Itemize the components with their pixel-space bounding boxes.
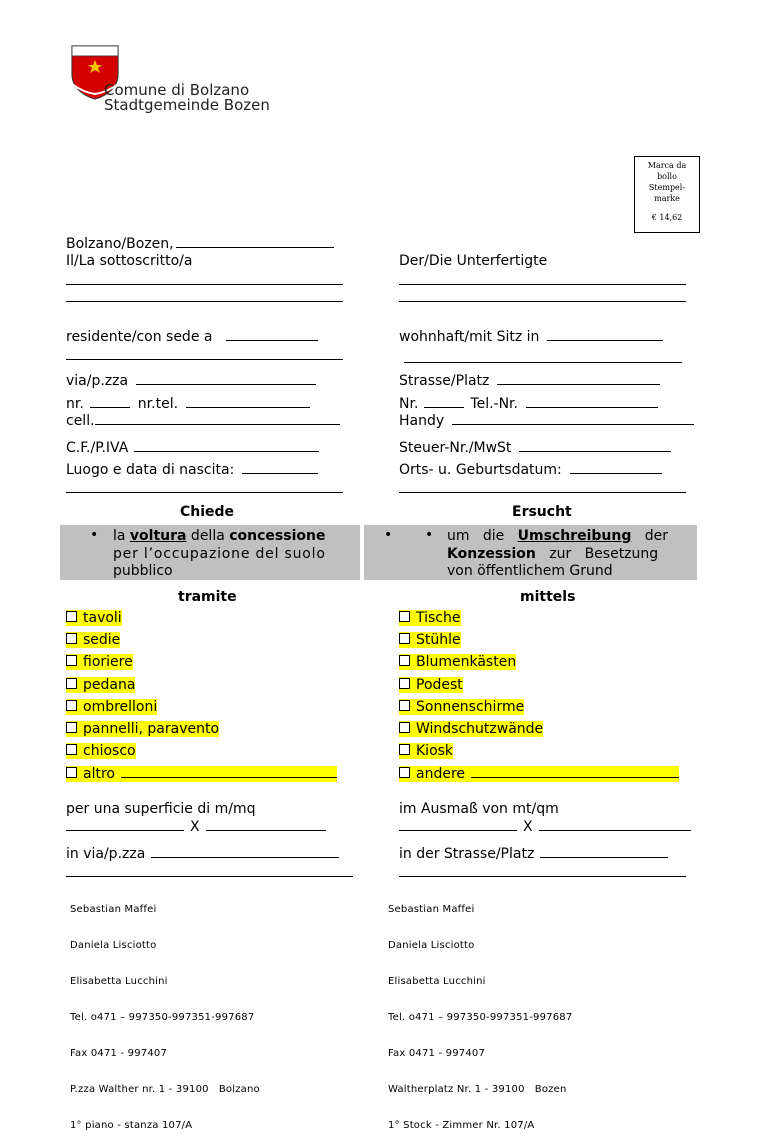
street-field-it[interactable] [66,371,316,391]
cf-label-de: Steuer-Nr./MwSt [399,440,512,456]
request-text-de: um die Umschreibung der [447,528,668,544]
checkbox-icon[interactable] [66,678,77,689]
in-street-blank-de[interactable] [540,844,668,858]
other-blank[interactable] [471,764,679,778]
checkbox-icon[interactable] [66,767,77,778]
tel-label-de: Tel.-Nr. [470,396,518,412]
undersigned-label-de: Der/Die Unterfertigte [399,253,548,269]
birth-field-it[interactable] [66,460,318,480]
handy-label-de: Handy [399,413,445,429]
place-date-field[interactable] [66,234,334,254]
option-label: Blumenkästen [416,654,517,671]
nr-blank-de[interactable] [424,394,464,408]
footer-line: Elisabetta Lucchini [70,976,168,987]
checkbox-icon[interactable] [66,722,77,733]
option-label: Tische [416,610,461,626]
concession-keyword-de: Konzession [447,546,536,562]
item-option-it[interactable] [66,653,133,672]
street-label-de: Strasse/Platz [399,373,490,389]
option-label: altro [83,766,115,783]
footer-line: Sebastian Maffei [388,904,475,915]
checkbox-icon[interactable] [66,655,77,666]
item-option-de[interactable] [399,720,543,739]
bullet-icon: • [90,527,99,543]
highlighted-option [66,677,135,693]
in-street-label-de: in der Strasse/Platz [399,846,535,862]
footer-phone: Tel. o471 – 997350-997351-997687 [388,1012,573,1023]
item-option-de[interactable] [399,698,524,717]
option-label: Stühle [416,632,461,649]
option-label: chiosco [83,743,136,760]
item-option-it[interactable] [66,698,157,717]
resident-field-it[interactable] [66,327,318,347]
option-label: Windschutzwände [416,721,544,737]
in-street-line-de[interactable] [399,876,686,877]
resident-line-it[interactable] [66,359,343,360]
stamp-line: Stempel- [648,183,686,192]
requests-heading-de: Ersucht [512,504,572,520]
option-label: Podest [416,676,463,693]
item-option-de[interactable] [399,742,453,761]
birth-label-it: Luogo e data di nascita: [66,462,235,478]
resident-label-it: residente/con sede a [66,329,213,345]
highlighted-option [66,610,122,626]
footer-address: P.zza Walther nr. 1 - 39100 Bolzano [70,1084,260,1095]
highlighted-option [399,654,516,670]
logo-line-german: Stadtgemeinde Bozen [104,96,270,114]
in-street-blank-it[interactable] [151,844,339,858]
handy-blank-de[interactable] [452,411,694,425]
request-text-it-2: per l’occupazione del suolo [113,546,326,562]
checkbox-icon[interactable] [399,767,410,778]
item-option-it[interactable] [66,676,135,695]
name-line-de[interactable] [399,284,686,285]
name-line-it[interactable] [66,301,343,302]
birth-line-de[interactable] [399,492,686,493]
highlighted-option [399,699,524,715]
municipality-logo-text [104,83,270,113]
cell-field-de[interactable] [399,411,694,431]
stamp-line: bollo [657,172,677,181]
highlighted-option [399,766,679,782]
highlighted-option [399,721,543,737]
footer-room: 1° piano - stanza 107/A [70,1120,193,1131]
concession-keyword-it: concessione [229,528,326,544]
street-blank-de[interactable] [497,371,660,385]
date-blank[interactable] [176,234,334,248]
checkbox-icon[interactable] [399,722,410,733]
nr-blank-it[interactable] [90,394,130,408]
item-option-de[interactable] [399,653,516,672]
item-option-it[interactable] [66,764,337,784]
item-option-it[interactable] [66,742,136,761]
surface-blank-it[interactable] [206,817,326,831]
place-date-label: Bolzano/Bozen, [66,236,174,252]
option-label: Sonnenschirme [416,698,525,715]
request-text-de-2: Konzession zur Besetzung [447,546,659,562]
stamp-line: Marca da [647,161,687,170]
resident-blank-it[interactable] [226,327,318,341]
other-blank[interactable] [121,764,337,778]
checkbox-icon[interactable] [399,633,410,644]
name-line-de[interactable] [399,301,686,302]
footer-room: 1° Stock - Zimmer Nr. 107/A [388,1120,535,1131]
request-text-it: la voltura della concessione [113,528,326,544]
request-text-it-3: pubblico [113,563,173,579]
cf-field-it[interactable] [66,438,319,458]
checkbox-icon[interactable] [66,611,77,622]
checkbox-icon[interactable] [66,700,77,711]
birth-blank-it[interactable] [242,460,318,474]
option-label: pannelli, paravento [83,721,220,737]
transfer-keyword-it: voltura [129,528,187,544]
option-label: fioriere [83,654,133,671]
tel-label-it: nr.tel. [137,396,179,412]
requests-heading-it: Chiede [180,504,235,520]
birth-label-de: Orts- u. Geburtsdatum: [399,462,562,478]
request-text-de-3: von öffentlichem Grund [447,563,613,579]
times-sign-it: X [190,819,200,835]
in-street-field-it[interactable] [66,844,339,864]
highlighted-option [66,699,157,715]
by-means-heading-it: tramite [178,589,237,605]
cell-blank-it[interactable] [95,411,340,425]
footer-line: Daniela Lisciotto [388,940,475,951]
highlighted-option [66,766,337,782]
item-option-it[interactable] [66,720,219,739]
item-option-de[interactable] [399,676,463,695]
revenue-stamp-box [634,156,700,233]
resident-blank-de[interactable] [547,327,663,341]
footer-fax: Fax 0471 - 997407 [388,1048,486,1059]
option-label: sedie [83,632,121,649]
footer-line: Daniela Lisciotto [70,940,157,951]
undersigned-label-it: Il/La sottoscritto/a [66,253,193,269]
stamp-line: marke [654,194,680,203]
contact-footer-it [70,880,260,1144]
street-field-de[interactable] [399,371,660,391]
by-means-heading-de: mittels [520,589,576,605]
surface-blank-de[interactable] [399,817,517,831]
highlighted-option [399,743,453,759]
item-option-it[interactable] [66,631,120,650]
contact-footer-de [388,880,572,1144]
surface-label-it: per una superficie di m/mq [66,801,256,817]
nr-label-de: Nr. [399,396,419,412]
tel-blank-it[interactable] [186,394,310,408]
resident-label-de: wohnhaft/mit Sitz in [399,329,540,345]
nr-label-it: nr. [66,396,84,412]
option-label: tavoli [83,610,122,626]
item-option-de[interactable] [399,631,461,650]
checkbox-icon[interactable] [399,700,410,711]
option-label: Kiosk [416,743,454,760]
item-option-de[interactable] [399,764,679,784]
times-sign-de: X [523,819,533,835]
transfer-keyword-de: Umschreibung [517,528,632,544]
option-label: andere [416,766,466,783]
checkbox-icon[interactable] [66,633,77,644]
bullet-icon: • [384,527,393,543]
footer-line: Elisabetta Lucchini [388,976,486,987]
option-label: ombrelloni [83,698,158,715]
cf-label-it: C.F./P.IVA [66,440,129,456]
surface-blank-de[interactable] [539,817,691,831]
tel-blank-de[interactable] [526,394,658,408]
in-street-field-de[interactable] [399,844,668,864]
logo-line-italian: Comune di Bolzano [104,81,250,99]
birth-field-de[interactable] [399,460,662,480]
in-street-line-it[interactable] [66,876,353,877]
cell-field-it[interactable] [66,411,340,431]
highlighted-option [399,677,463,693]
cf-field-de[interactable] [399,438,671,458]
resident-field-de[interactable] [399,327,663,347]
birth-line-it[interactable] [66,492,343,493]
cf-blank-it[interactable] [134,438,319,452]
street-label-it: via/p.zza [66,373,129,389]
in-street-label-it: in via/p.zza [66,846,146,862]
checkbox-icon[interactable] [399,655,410,666]
footer-address: Waltherplatz Nr. 1 - 39100 Bozen [388,1084,567,1095]
resident-line-de[interactable] [404,362,682,363]
cf-blank-de[interactable] [519,438,671,452]
checkbox-icon[interactable] [399,611,410,622]
footer-fax: Fax 0471 - 997407 [70,1048,168,1059]
bullet-icon: • [425,527,434,543]
highlighted-option [66,654,133,670]
highlighted-option [399,610,461,626]
surface-blank-it[interactable] [66,817,184,831]
surface-label-de: im Ausmaß von mt/qm [399,801,559,817]
checkbox-icon[interactable] [399,744,410,755]
highlighted-option [399,632,461,648]
checkbox-icon[interactable] [399,678,410,689]
footer-phone: Tel. o471 – 997350-997351-997687 [70,1012,255,1023]
stamp-price: € 14,62 [651,213,683,222]
footer-line: Sebastian Maffei [70,904,157,915]
highlighted-option [66,632,120,648]
item-option-de[interactable] [399,609,461,628]
cell-label-it: cell. [66,413,95,429]
birth-blank-de[interactable] [570,460,662,474]
name-line-it[interactable] [66,284,343,285]
street-blank-it[interactable] [136,371,316,385]
surface-field-de[interactable] [399,817,691,837]
highlighted-option [66,721,219,737]
highlighted-option [66,743,136,759]
checkbox-icon[interactable] [66,744,77,755]
surface-field-it[interactable] [66,817,326,837]
option-label: pedana [83,676,136,693]
item-option-it[interactable] [66,609,122,628]
